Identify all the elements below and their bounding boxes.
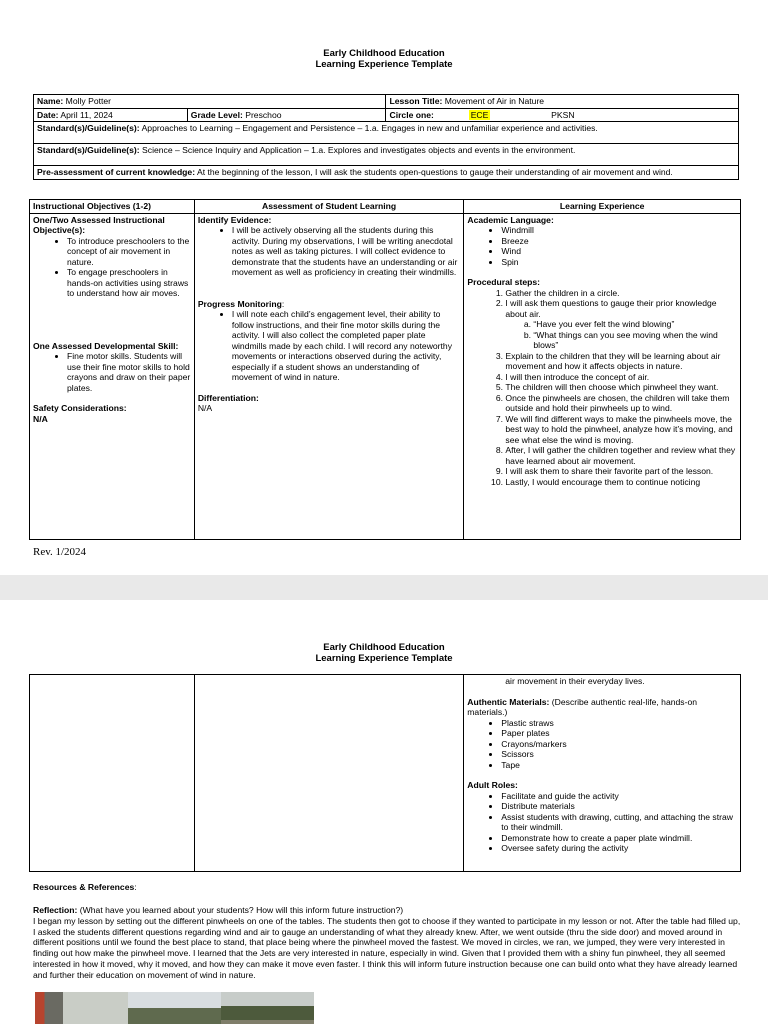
doc-title-line2: Learning Experience Template <box>315 59 453 70</box>
doc-title-line1: Early Childhood Education <box>323 642 445 653</box>
list-item: • Fine motor skills. Students will use their fine motor skills to hold crayons and draw on their paper plates. <box>67 351 191 393</box>
authentic-materials-heading: Authentic Materials: (Describe authentic real-life, hands-on materials.) <box>467 696 698 717</box>
reflection-heading: Reflection: (What have you learned about your students? How will this inform future instruction?) <box>33 905 404 915</box>
academic-language-list <box>467 225 737 267</box>
circle-cell: Circle one: ECE PKSN <box>386 108 739 122</box>
doc-title-line2: Learning Experience Template <box>315 653 453 664</box>
column-header-objectives: Instructional Objectives (1-2) <box>30 200 195 214</box>
doc-title-line1: Early Childhood Education <box>323 48 445 59</box>
objectives-cell-empty <box>30 675 195 872</box>
list-item: 5. The children will then choose which pinwheel they want. <box>505 382 737 393</box>
developmental-skill-list <box>33 351 191 393</box>
list-item: 6. Once the pinwheels are chosen, the children will take them outside and hold their pinwheels up to wind. <box>505 393 737 414</box>
list-item: a. “Have you ever felt the wind blowing” <box>533 319 737 330</box>
safety-value: N/A <box>33 413 48 424</box>
document-page-2 <box>0 600 768 1024</box>
standard-2-cell: Standard(s)/Guideline(s): Science – Science Inquiry and Application – 1.a. Explores and investigates objects and events in the environment. <box>34 144 739 166</box>
lesson-title-cell: Lesson Title: Movement of Air in Nature <box>386 95 739 109</box>
differentiation-title: Differentiation: <box>197 392 259 403</box>
list-item: • I will note each child’s engagement level, their ability to follow instructions, and their fine motor skills during the activity. I will also collect the completed paper plate windmills made by each child. I will record any noteworthy movements or interactions observed during the activity, especially if a student shows an understanding of movement of wind in nature. <box>232 309 461 383</box>
list-item: 1. Gather the children in a circle. <box>505 288 737 299</box>
outdoor-photo <box>35 992 128 1024</box>
academic-language-title: Academic Language: <box>467 214 554 225</box>
objectives-list <box>33 236 191 299</box>
progress-monitoring-title: Progress Monitoring: <box>197 298 285 309</box>
list-item: • To engage preschoolers in hands-on activities using straws to understand how air moves. <box>67 267 191 299</box>
list-item: 9. I will ask them to share their favorite part of the lesson. <box>505 466 737 477</box>
circle-option-pksn: PKSN <box>551 109 575 120</box>
list-item: • Distribute materials <box>501 801 737 812</box>
list-item: 7. We will find different ways to make the pinwheels move, the best way to hold the pinwheel, analyze how it’s moving, and see what else the wind is moving. <box>505 414 737 446</box>
list-item: • Demonstrate how to create a paper plate windmill. <box>501 833 737 844</box>
procedural-steps-title: Procedural steps: <box>467 277 540 287</box>
differentiation-value: N/A <box>197 403 213 413</box>
list-item: • Windmill <box>501 225 737 236</box>
list-item: • Tape <box>501 760 737 771</box>
list-item: • Plastic straws <box>501 718 737 729</box>
resources-heading: Resources & References: <box>33 882 137 892</box>
assessment-cell <box>194 213 464 539</box>
outdoor-photo <box>221 992 314 1024</box>
evidence-list <box>198 225 461 278</box>
reflection-section <box>33 905 743 981</box>
column-header-experience: Learning Experience <box>464 200 741 214</box>
objectives-cell <box>30 213 195 539</box>
evidence-title: Identify Evidence: <box>197 214 272 225</box>
sub-question-list <box>505 319 737 351</box>
pre-assessment-cell: Pre-assessment of current knowledge: At the beginning of the lesson, I will ask the students open-questions to gauge their understanding of air movement and wind. <box>34 166 739 180</box>
list-item: 10. Lastly, I would encourage them to continue noticing <box>505 477 737 488</box>
adult-roles-list <box>467 791 737 854</box>
safety-title: Safety Considerations: <box>33 403 127 413</box>
list-item: • Crayons/markers <box>501 739 737 750</box>
list-item: • Wind <box>501 246 737 257</box>
list-item: 4. I will then introduce the concept of air. <box>505 372 737 383</box>
authentic-materials-list <box>467 718 737 771</box>
outdoor-photo <box>128 992 221 1024</box>
progress-monitoring-list <box>198 309 461 383</box>
lesson-plan-table <box>29 199 741 540</box>
list-item: • Scissors <box>501 749 737 760</box>
list-item: • Assist students with drawing, cutting, and attaching the straw to their windmill. <box>501 812 737 833</box>
list-item: • Paper plates <box>501 728 737 739</box>
column-header-assessment: Assessment of Student Learning <box>194 200 464 214</box>
list-item: 8. After, I will gather the children together and review what they have learned about air movement. <box>505 445 737 466</box>
standard-1-cell: Standard(s)/Guideline(s): Approaches to Learning – Engagement and Persistence – 1.a. Engages in new and unfamiliar experience and activities. <box>34 122 739 144</box>
procedural-steps-list <box>467 288 737 488</box>
developmental-skill-title: One Assessed Developmental Skill: <box>33 340 179 351</box>
objectives-title: One/Two Assessed Instructional Objective(s): <box>33 214 165 235</box>
continuation-text: air movement in their everyday lives. <box>505 676 645 686</box>
adult-roles-title: Adult Roles: <box>467 780 518 790</box>
revision-note: Rev. 1/2024 <box>33 546 87 558</box>
lesson-info-table <box>33 94 739 180</box>
list-item: • Breeze <box>501 236 737 247</box>
lesson-plan-table-continued <box>29 674 741 872</box>
reflection-text: I began my lesson by setting out the different pinwheels on one of the tables. The students then got to choose if they wanted to participate in my lesson or not. After the table had filled up, I asked the students different questions regarding wind and air to gauge an understanding of what they already knew. After, we went outside (thru the side door) and moved around in different positions until we found the best place to stand, that place being where the pinwheel moved the fastest. We moved in circles, we ran, we jumped, they were very interested in finding out how make the pinwheel move. I learned that the Jets are very interested in nature, especially in wind. Given that I provided them with a shiny fun pinwheel, they all seemed interested in how it moved, why it moved, and how they can make it move even faster. I think this will inform future instruction because one can build onto what they have already learned and further their education on movement of wind in nature. <box>33 915 741 980</box>
date-cell: Date: April 11, 2024 <box>34 108 188 122</box>
list-item: • Spin <box>501 257 737 268</box>
list-item: 3. Explain to the children that they will be learning about air movement and how it affects objects in nature. <box>505 351 737 372</box>
list-item: b. “What things can you see moving when the wind blows” <box>533 330 737 351</box>
list-item: 2. I will ask them questions to gauge their prior knowledge about air. a. “Have you ever felt the wind blowing” b. “What things can you see moving when the wind blows” <box>505 298 737 351</box>
learning-experience-cell-continued <box>464 675 741 872</box>
list-item: • I will be actively observing all the students during this activity. During my observations, I will be writing anecdotal notes as well as taking pictures. I will collect evidence to demonstrate that the students have an understanding or air movement as well as proficiency in creating their windmills. <box>232 225 461 278</box>
list-item: • To introduce preschoolers to the concept of air movement in nature. <box>67 236 191 268</box>
circle-selected-ece: ECE <box>470 109 489 120</box>
name-cell: Name: Molly Potter <box>34 95 386 109</box>
list-item: • Facilitate and guide the activity <box>501 791 737 802</box>
lesson-photos <box>35 992 315 1024</box>
grade-cell: Grade Level: Preschoo <box>187 108 386 122</box>
assessment-cell-empty <box>194 675 464 872</box>
learning-experience-cell <box>464 213 741 539</box>
list-item: • Oversee safety during the activity <box>501 843 737 854</box>
